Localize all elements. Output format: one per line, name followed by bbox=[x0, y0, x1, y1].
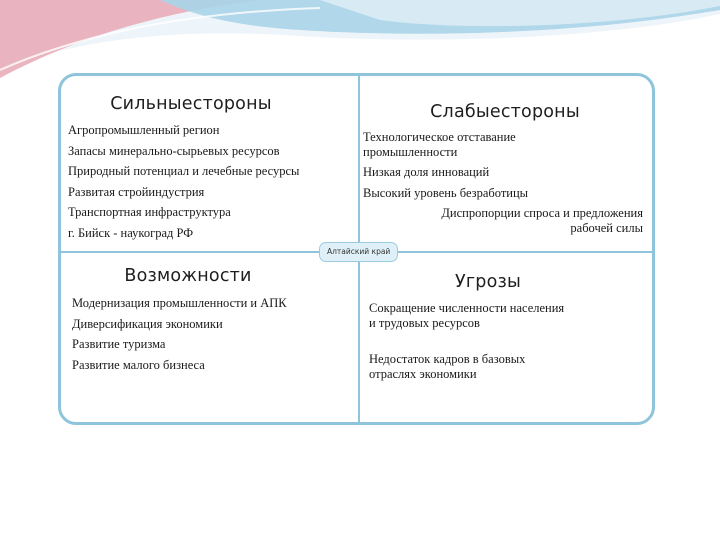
list-item: Развитая стройиндустрия bbox=[68, 184, 205, 199]
opportunities-title: Возможности bbox=[124, 266, 252, 286]
threats-title: Угрозы bbox=[455, 272, 521, 292]
list-item: Транспортная инфраструктура bbox=[68, 205, 231, 219]
list-item: Высокий уровень безработицы bbox=[363, 185, 529, 200]
weaknesses-quadrant bbox=[361, 80, 649, 241]
list-item: Запасы минерально-сырьевых ресурсов bbox=[68, 143, 280, 158]
list-item: г. Бийск - наукоград РФ bbox=[68, 225, 194, 240]
threats-list bbox=[361, 301, 649, 381]
list-item: Развитие малого бизнеса bbox=[72, 357, 205, 369]
list-item: Сокращение численности населения и трудовых ресурсов bbox=[369, 301, 565, 330]
strengths-title: Сильныестороны bbox=[110, 94, 272, 114]
swot-panel bbox=[58, 73, 655, 425]
threats-quadrant bbox=[361, 258, 649, 387]
list-item: Технологическое отставание промышленности bbox=[363, 130, 516, 159]
list-item: Диверсификация экономики bbox=[72, 316, 223, 331]
list-item: Развитие туризма bbox=[72, 337, 166, 351]
center-region-label: Алтайский край bbox=[319, 242, 398, 262]
opportunities-quadrant bbox=[64, 258, 354, 369]
list-item: Природный потенциал и лечебные ресурсы bbox=[68, 164, 300, 178]
opportunities-list bbox=[64, 296, 354, 369]
list-item: Диспропорции спроса и предложения рабочей силы bbox=[441, 206, 643, 235]
list-item: Агропромышленный регион bbox=[68, 123, 220, 137]
list-item: Низкая доля инноваций bbox=[363, 165, 490, 179]
weaknesses-title: Слабыестороны bbox=[430, 102, 580, 122]
list-item: Модернизация промышленности и АПК bbox=[72, 296, 287, 310]
strengths-list bbox=[64, 123, 354, 240]
weaknesses-list bbox=[361, 130, 649, 235]
strengths-quadrant bbox=[64, 80, 354, 246]
list-item: Недостаток кадров в базовых отраслях экономики bbox=[369, 352, 526, 381]
